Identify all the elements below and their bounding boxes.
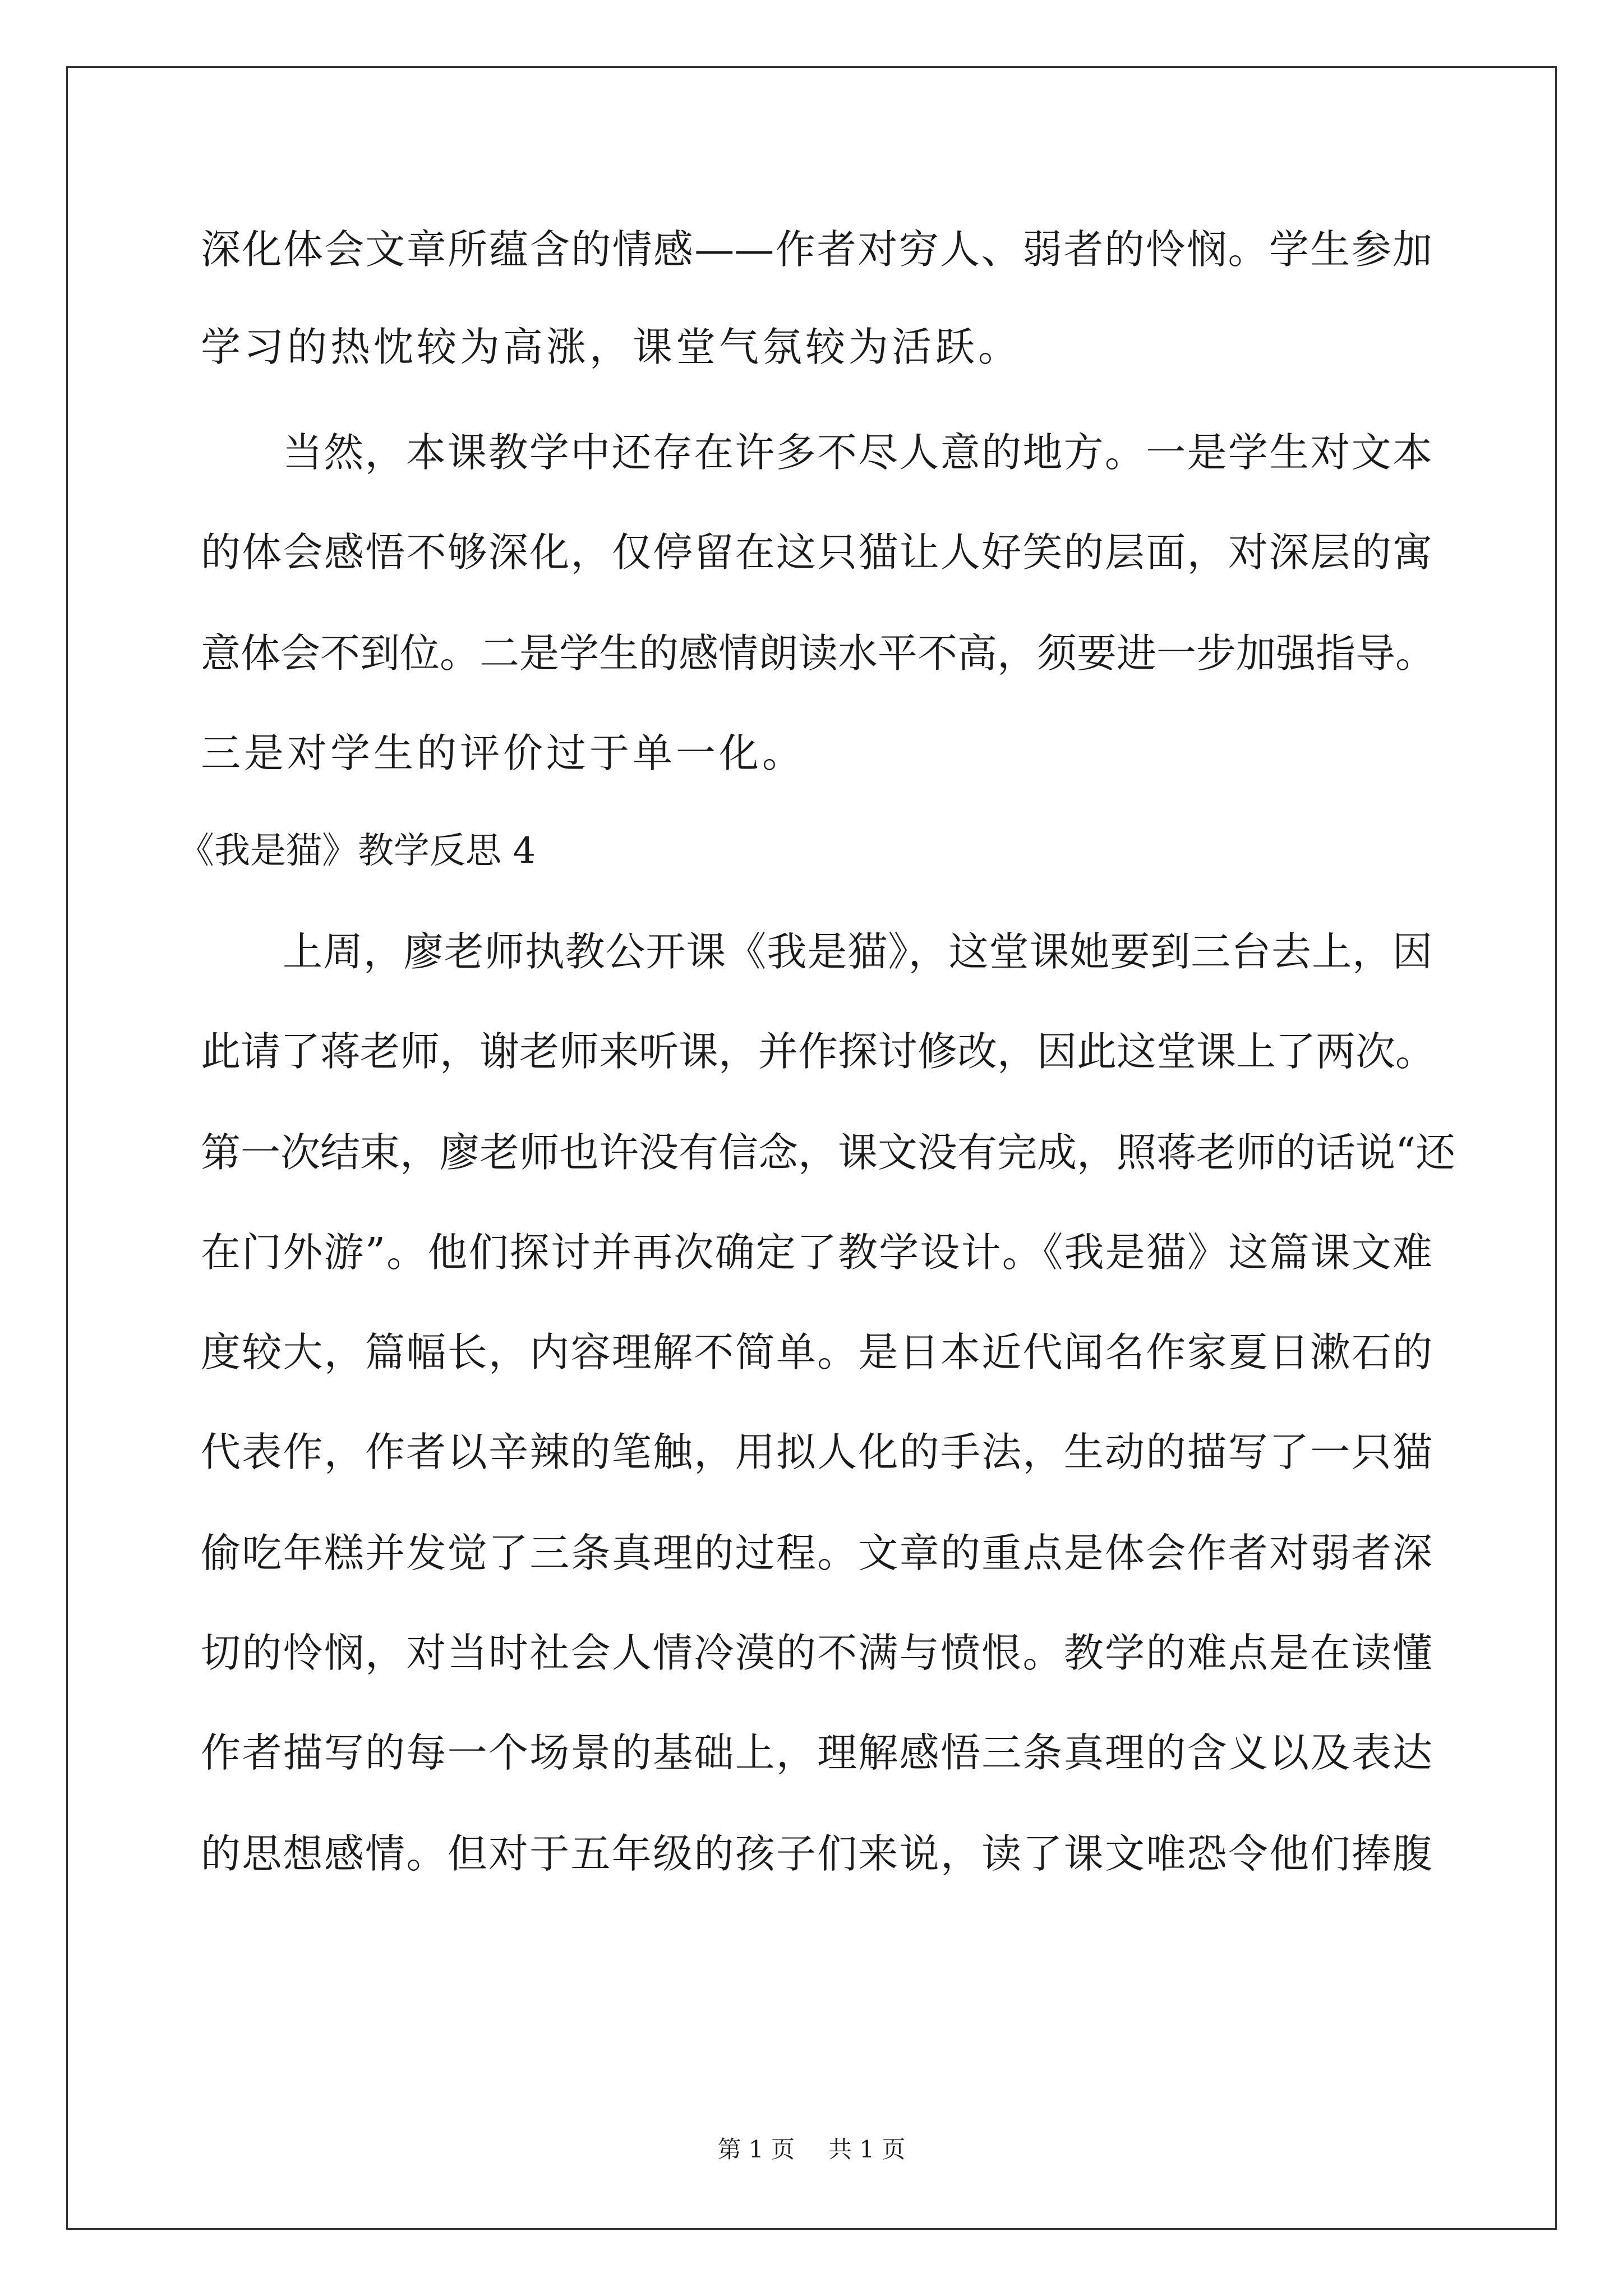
text-line: 三是对学生的评价过于单一化。 <box>201 730 806 776</box>
text-line: 度较大，篇幅长，内容理解不简单。是日本近代闻名作家夏日漱石的 <box>201 1329 1432 1375</box>
text-line: 偷吃年糕并发觉了三条真理的过程。文章的重点是体会作者对弱者深 <box>201 1530 1432 1576</box>
text-line: 上周，廖老师执教公开课《我是猫》，这堂课她要到三台去上，因 <box>283 928 1432 975</box>
section-heading: 《我是猫》教学反思 4 <box>178 830 536 872</box>
text-line: 的思想感情。但对于五年级的孩子们来说，读了课文唯恐令他们捧腹 <box>201 1830 1432 1877</box>
text-line: 学习的热忱较为高涨，课堂气氛较为活跃。 <box>201 324 1022 370</box>
page-total: 共 1 页 <box>828 2136 906 2163</box>
page-number: 第 1 页 <box>717 2136 795 2163</box>
page-footer <box>0 2133 1623 2166</box>
text-line: 意体会不到位。二是学生的感情朗读水平不高，须要进一步加强指导。 <box>201 630 1436 677</box>
text-line: 深化体会文章所蕴含的情感——作者对穷人、弱者的怜悯。学生参加 <box>201 226 1432 273</box>
text-line: 代表作，作者以辛辣的笔触，用拟人化的手法，生动的描写了一只猫 <box>201 1429 1432 1475</box>
text-line: 此请了蒋老师，谢老师来听课，并作探讨修改，因此这堂课上了两次。 <box>201 1028 1436 1075</box>
text-line: 在门外游”。他们探讨并再次确定了教学设计。《我是猫》这篇课文难 <box>201 1229 1432 1276</box>
text-line: 作者描写的每一个场景的基础上，理解感悟三条真理的含义以及表达 <box>201 1729 1432 1776</box>
text-line: 当然，本课教学中还存在许多不尽人意的地方。一是学生对文本 <box>283 429 1432 476</box>
text-line: 切的怜悯，对当时社会人情冷漠的不满与愤恨。教学的难点是在读懂 <box>201 1630 1432 1676</box>
text-line: 的体会感悟不够深化，仅停留在这只猫让人好笑的层面，对深层的寓 <box>201 529 1432 576</box>
text-line: 第一次结束，廖老师也许没有信念，课文没有完成，照蒋老师的话说“还 <box>201 1129 1456 1176</box>
